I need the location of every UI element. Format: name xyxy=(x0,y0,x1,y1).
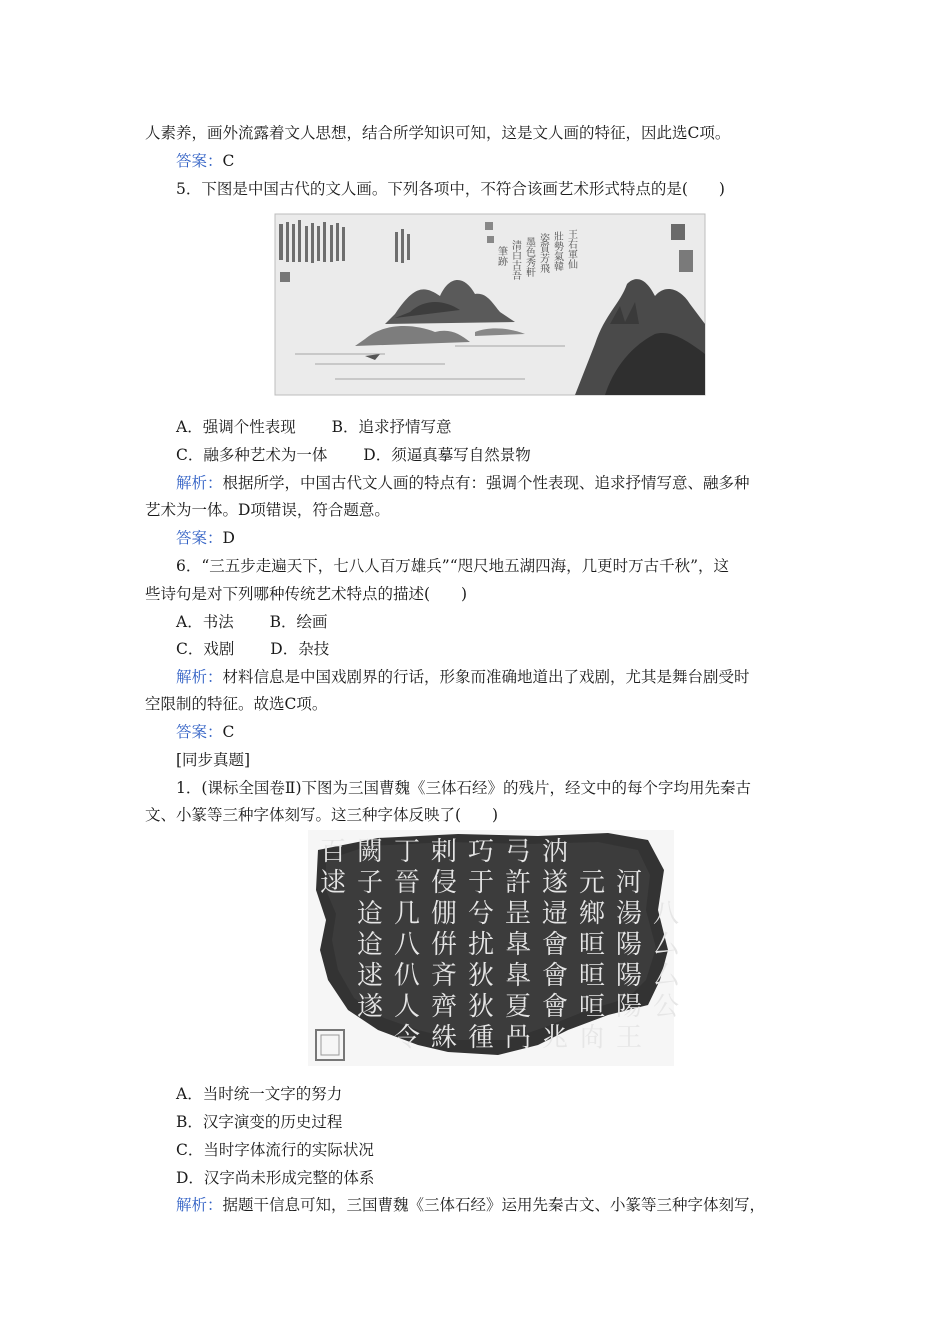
rubbing-glyph: 䢔 xyxy=(357,899,384,929)
inscription-col-4: 墨色秀軒 xyxy=(523,237,535,277)
rubbing-glyph: 厶 xyxy=(653,961,680,991)
answer-label: 答案： xyxy=(176,529,223,547)
rubbing-glyph: 人 xyxy=(394,992,421,1022)
question-6-line-2: 些诗句是对下列哪种传统艺术特点的描述( ) xyxy=(145,585,468,603)
q5-options-ab: A．强调个性表现 B．追求抒情写意 xyxy=(176,418,452,436)
stone-classic-rubbing-figure xyxy=(308,830,680,1066)
rubbing-glyph: 㕯 xyxy=(579,1023,606,1053)
rubbing-glyph: 晉 xyxy=(394,868,421,898)
inscription-col-5: 清白古吾 xyxy=(509,240,521,280)
rubbing-glyph: 臯 xyxy=(505,961,532,991)
rubbing-glyph: 侵 xyxy=(431,868,458,898)
rubbing-glyph: 臯 xyxy=(505,930,532,960)
inscription-col-1: 王右軍仙 xyxy=(565,229,577,269)
rubbing-glyph: 許 xyxy=(505,868,532,898)
rubbing-glyph: 王 xyxy=(616,1023,643,1053)
rubbing-glyph: 湯 xyxy=(616,899,643,929)
answer-line xyxy=(176,151,841,171)
rubbing-glyph: 會 xyxy=(542,930,569,960)
q5-explanation-line-2: 艺术为一体。D项错误，符合题意。 xyxy=(145,501,390,519)
rubbing-glyph: 逑 xyxy=(320,868,347,898)
rubbing-glyph: 于 xyxy=(468,868,495,898)
rubbing-glyph: 闕 xyxy=(357,837,384,867)
rubbing-glyph: 晅 xyxy=(579,961,606,991)
rubbing-glyph: 冎 xyxy=(505,1023,532,1053)
literati-painting-figure xyxy=(275,214,705,395)
rubbing-glyph: 弓 xyxy=(505,837,532,867)
rubbing-glyph: 䢔 xyxy=(357,930,384,960)
landscape-painting-image xyxy=(275,214,705,395)
rubbing-glyph: 晅 xyxy=(579,930,606,960)
text-line: 人素养，画外流露着文人思想，结合所学知识可知，这是文人画的特征，因此选C项。 xyxy=(145,124,731,142)
q6-answer-line xyxy=(176,722,841,742)
rubbing-glyph: 陽 xyxy=(616,992,643,1022)
explanation-label: 解析： xyxy=(176,668,223,686)
rubbing-glyph: 陽 xyxy=(616,930,643,960)
answer-value: D xyxy=(222,529,235,547)
q5-explanation-line-1 xyxy=(176,473,841,493)
rubbing-glyph: 元 xyxy=(579,868,606,898)
rubbing-glyph: 會 xyxy=(542,992,569,1022)
explanation-text: 材料信息是中国戏剧界的行话，形象而准确地道出了戏剧，尤其是舞台剧受时 xyxy=(222,668,750,686)
sync-question-1-line-2: 文、小篆等三种字体刻写。这三种字体反映了( ) xyxy=(145,806,499,824)
rubbing-glyph: 會 xyxy=(542,961,569,991)
inscription-col-3: 姿質芳飛 xyxy=(537,233,549,273)
rubbing-glyph: 昰 xyxy=(505,899,532,929)
answer-value: C xyxy=(222,723,235,741)
rubbing-glyph: 丁 xyxy=(394,837,421,867)
rubbing-glyph: 遂 xyxy=(357,992,384,1022)
rubbing-glyph: 咺 xyxy=(579,992,606,1022)
s1-option-c: C．当时字体流行的实际状况 xyxy=(176,1141,374,1159)
s1-option-a: A．当时统一文字的努力 xyxy=(176,1085,343,1103)
s1-option-b: B．汉字演变的历史过程 xyxy=(176,1113,343,1131)
rubbing-glyph: 斉 xyxy=(431,961,458,991)
rubbing-glyph: 㣫 xyxy=(468,1023,495,1053)
rubbing-glyph: 狄 xyxy=(468,961,495,991)
rubbing-glyph: 兮 xyxy=(468,899,495,929)
explanation-label: 解析： xyxy=(176,1196,223,1214)
rubbing-glyph: 仈 xyxy=(394,961,421,991)
rubbing-glyph: 子 xyxy=(357,868,384,898)
rubbing-glyph: 公 xyxy=(653,992,680,1022)
s1-option-d: D．汉字尚未形成完整的体系 xyxy=(176,1169,375,1187)
inscription-col-2: 壯勢氣韓 xyxy=(551,231,563,271)
answer-label: 答案： xyxy=(176,152,223,170)
answer-value: C xyxy=(222,152,235,170)
question-5: 5．下图是中国古代的文人画。下列各项中，不符合该画艺术形式特点的是( ) xyxy=(176,180,725,198)
rubbing-glyph: 八 xyxy=(394,930,421,960)
inscription-col-6: 筆跡 xyxy=(495,246,507,266)
rubbing-glyph: 兆 xyxy=(542,1023,569,1053)
q6-options-cd: C．戏剧 D．杂技 xyxy=(176,640,330,658)
explanation-text: 据题干信息可知，三国曹魏《三体石经》运用先秦古文、小篆等三种字体刻写， xyxy=(222,1196,766,1214)
rubbing-glyph: 几 xyxy=(394,899,421,929)
rubbing-glyph: 遂 xyxy=(542,868,569,898)
rubbing-glyph: 厶 xyxy=(653,930,680,960)
q6-explanation-line-1 xyxy=(176,667,841,687)
stone-rubbing-image xyxy=(308,830,680,1066)
rubbing-glyph: 鄉 xyxy=(579,899,606,929)
rubbing-glyph: 狄 xyxy=(468,992,495,1022)
rubbing-glyph: 剌 xyxy=(431,837,458,867)
sync-question-1-line-1: 1．(课标全国卷Ⅱ)下图为三国曹魏《三体石经》的残片，经文中的每个字均用先秦古 xyxy=(176,779,751,797)
rubbing-glyph: 絑 xyxy=(431,1023,458,1053)
q6-explanation-line-2: 空限制的特征。故选C项。 xyxy=(145,695,328,713)
rubbing-glyph: 河 xyxy=(616,868,643,898)
rubbing-glyph: 䢜 xyxy=(542,899,569,929)
q5-options-cd: C．融多种艺术为一体 D．须逼真摹写自然景物 xyxy=(176,446,531,464)
q5-answer-line xyxy=(176,528,841,548)
rubbing-glyph: 倂 xyxy=(431,930,458,960)
rubbing-glyph: 夏 xyxy=(505,992,532,1022)
explanation-label: 解析： xyxy=(176,474,223,492)
section-heading: [同步真题] xyxy=(176,751,251,769)
rubbing-glyph: 巧 xyxy=(468,837,495,867)
rubbing-glyph: 百 xyxy=(320,837,347,867)
rubbing-glyph: 扰 xyxy=(468,930,495,960)
q6-options-ab: A．书法 B．绘画 xyxy=(176,613,328,631)
rubbing-glyph: 陽 xyxy=(616,961,643,991)
rubbing-glyph: 八 xyxy=(653,899,680,929)
rubbing-glyph: 倗 xyxy=(431,899,458,929)
explanation-text: 根据所学，中国古代文人画的特点有：强调个性表现、追求抒情写意、融多种 xyxy=(222,474,750,492)
question-6-line-1: 6．“三五步走遍天下，七八人百万雄兵”“咫尺地五湖四海，几更时万古千秋”，这 xyxy=(176,557,730,575)
rubbing-glyph: 汭 xyxy=(542,837,569,867)
rubbing-glyph: 逑 xyxy=(357,961,384,991)
rubbing-glyph: 齊 xyxy=(431,992,458,1022)
rubbing-glyph: 令 xyxy=(394,1023,421,1053)
s1-explanation-line-1 xyxy=(176,1195,841,1215)
answer-label: 答案： xyxy=(176,723,223,741)
